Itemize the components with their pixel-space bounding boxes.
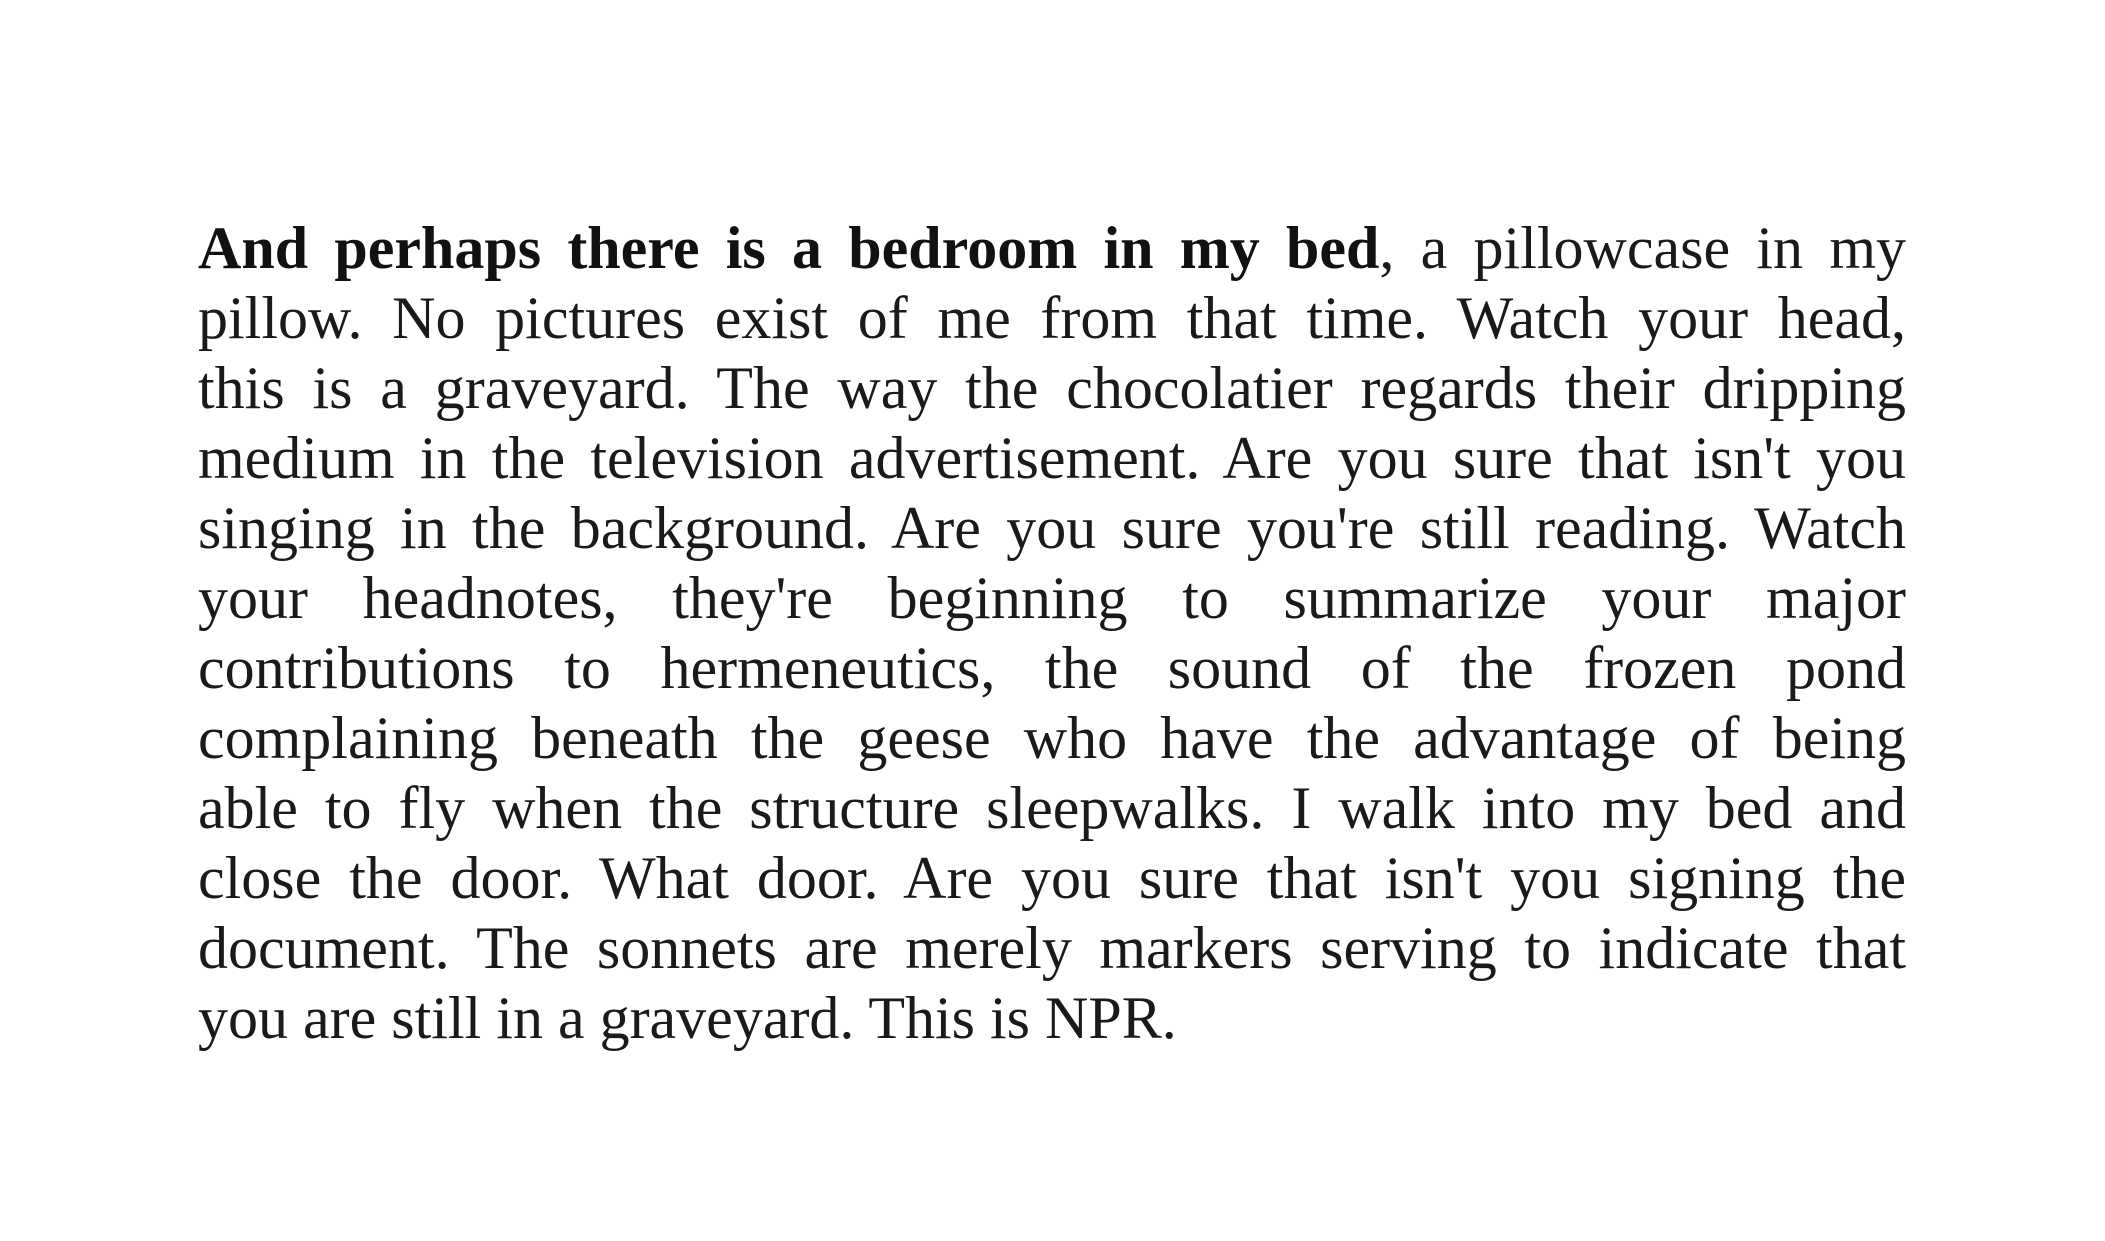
bold-lead-phrase: And perhaps there is a bedroom in my bed — [198, 215, 1380, 281]
text-line-1 — [198, 213, 1906, 283]
text-line-1-rest: , a pillowcase in my — [1379, 215, 1906, 281]
text-line-3: this is a graveyard. The way the chocolatier regards their dripping — [198, 355, 1906, 421]
text-line-6: your headnotes, they're beginning to summarize your major — [198, 565, 1906, 631]
text-line-7: contributions to hermeneutics, the sound of the frozen pond — [198, 635, 1906, 701]
text-line-10: close the door. What door. Are you sure that isn't you signing the — [198, 845, 1906, 911]
text-line-2: pillow. No pictures exist of me from that time. Watch your head, — [198, 285, 1906, 351]
text-line-8: complaining beneath the geese who have the advantage of being — [198, 705, 1906, 771]
prose-paragraph — [198, 213, 1906, 1053]
text-line-5: singing in the background. Are you sure you're still reading. Watch — [198, 495, 1906, 561]
text-line-11: document. The sonnets are merely markers serving to indicate that — [198, 915, 1906, 981]
text-line-9: able to fly when the structure sleepwalks. I walk into my bed and — [198, 775, 1906, 841]
text-line-4: medium in the television advertisement. Are you sure that isn't you — [198, 425, 1906, 491]
text-line-12: you are still in a graveyard. This is NPR. — [198, 985, 1177, 1051]
